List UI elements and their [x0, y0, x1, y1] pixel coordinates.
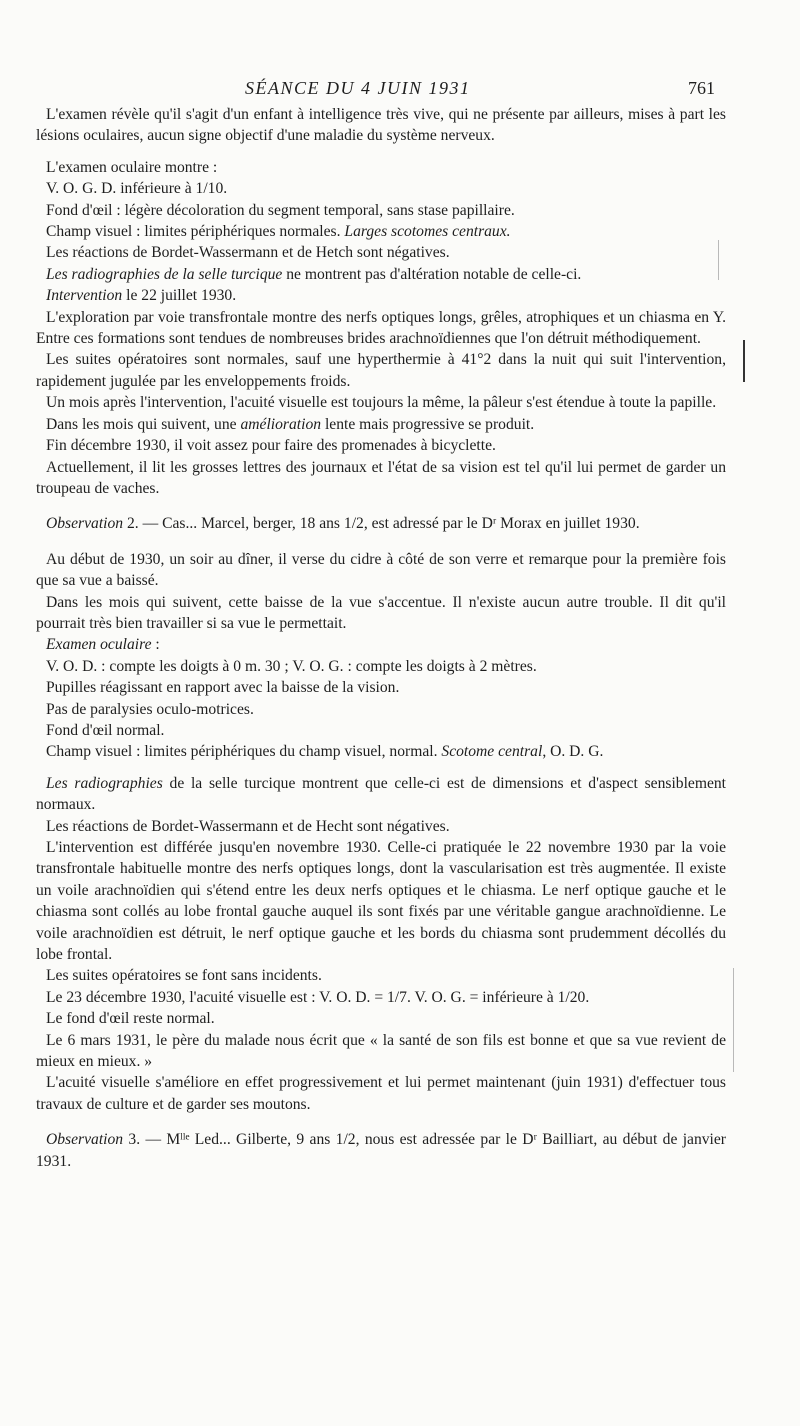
observation-heading: [36, 513, 726, 534]
text-run: , O. D. G.: [542, 743, 604, 761]
text-run: ne montrent pas d'altération notable de celle-ci.: [282, 265, 582, 283]
italic-run: Observation: [46, 515, 124, 533]
italic-run: Les radiographies: [46, 774, 163, 792]
italic-run: Larges scotomes centraux.: [344, 223, 511, 241]
text-run: Champ visuel : limites périphériques normales.: [46, 223, 345, 241]
text-run: lente mais progressive se produit.: [321, 415, 535, 433]
margin-mark: [733, 968, 734, 1072]
italic-run: Les radiographies de la selle turcique: [46, 265, 283, 283]
italic-run: Scotome central: [441, 743, 543, 761]
paragraph: Pas de paralysies oculo-motrices.: [46, 700, 254, 718]
paragraph: [36, 264, 726, 285]
paragraph: Le 23 décembre 1930, l'acuité visuelle est : V. O. D. = 1/7. V. O. G. = inférieure à 1/20.: [46, 988, 590, 1006]
text-run: 2. — Cas... Marcel, berger, 18 ans 1/2, est adressé par le Dʳ Morax en juillet 1930.: [123, 515, 640, 533]
page-header: [0, 78, 800, 102]
italic-run: Observation: [46, 1131, 124, 1149]
paragraph: Les réactions de Bordet-Wassermann et de Hecht sont négatives.: [46, 817, 450, 835]
paragraph: Dans les mois qui suivent, cette baisse de la vue s'accentue. Il n'existe aucun autre trouble. Il dit qu'il pourrait très bien travailler si sa vue le permettait.: [36, 593, 726, 632]
text-run: 3. — Mˡˡᵉ Led... Gilberte, 9 ans 1/2, nous est adressée par le Dʳ Bailliart, au début de janvier 1931.: [36, 1131, 726, 1170]
paragraph: L'examen révèle qu'il s'agit d'un enfant à intelligence très vive, qui ne présente par ailleurs, mises à part les lésions oculaires, aucun signe objectif d'une maladie du système nerveux.: [36, 106, 726, 145]
italic-run: Intervention: [46, 287, 123, 305]
paragraph: Pupilles réagissant en rapport avec la baisse de la vision.: [46, 679, 400, 697]
paragraph: V. O. D. : compte les doigts à 0 m. 30 ; V. O. G. : compte les doigts à 2 mètres.: [46, 657, 537, 675]
body-text: [36, 104, 726, 1172]
running-head: SÉANCE DU 4 JUIN 1931: [245, 78, 471, 98]
paragraph: Fond d'œil normal.: [46, 721, 165, 739]
paragraph: [36, 741, 726, 762]
paragraph: Actuellement, il lit les grosses lettres des journaux et l'état de sa vision est tel qu'il lui permet de garder un troupeau de vaches.: [36, 458, 726, 497]
observation-heading: [36, 1129, 726, 1172]
text-run: de la selle turcique montrent que celle-ci est de dimensions et d'aspect sensiblement normaux.: [36, 774, 727, 814]
paragraph: Un mois après l'intervention, l'acuité visuelle est toujours la même, la pâleur s'est étendue à toute la papille.: [46, 394, 717, 412]
text-run: :: [151, 636, 160, 654]
paragraph: [36, 773, 726, 816]
paragraph: [36, 221, 726, 242]
paragraph: [36, 285, 726, 306]
paragraph: [36, 414, 726, 435]
paragraph: L'exploration par voie transfrontale montre des nerfs optiques longs, grêles, atrophiques et un chiasma en Y. Entre ces formations sont tendues de nombreuses brides arachnoïdiennes que l'on détruit méthodiquement.: [36, 308, 726, 348]
paragraph: L'intervention est différée jusqu'en novembre 1930. Celle-ci pratiquée le 22 novembre 1930 par la voie transfrontale habituelle montre des nerfs optiques longs, dont la vascularisation est très augmentée. Il existe un voile arachnoïdien qui s'étend entre les deux nerfs optiques et le chiasma. Le nerf optique gauche et le chiasma sont collés au lobe frontal gauche auquel ils sont fixés par une véritable gangue arachnoïdienne. Le voile arachnoïdien est détruit, le nerf optique gauche et les bords du chiasma sont prudemment décollés du lobe frontal.: [36, 839, 726, 964]
paragraph: Le 6 mars 1931, le père du malade nous écrit que « la santé de son fils est bonne et que sa vue revient de mieux en mieux. »: [36, 1031, 726, 1071]
paragraph: [36, 634, 726, 655]
page-number: 761: [688, 78, 715, 98]
paragraph: Les suites opératoires sont normales, sauf une hyperthermie à 41°2 dans la nuit qui suit l'intervention, rapidement jugulée par les enveloppements froids.: [36, 351, 726, 390]
paragraph: Le fond d'œil reste normal.: [46, 1010, 215, 1028]
paragraph: V. O. G. D. inférieure à 1/10.: [46, 180, 228, 198]
paragraph: Fond d'œil : légère décoloration du segment temporal, sans stase papillaire.: [46, 201, 515, 219]
margin-mark: [743, 340, 745, 382]
italic-run: Examen oculaire: [46, 636, 152, 654]
paragraph: L'acuité visuelle s'améliore en effet progressivement et lui permet maintenant (juin 1931) d'effectuer tous travaux de culture et de garder ses moutons.: [36, 1074, 726, 1113]
paragraph: L'examen oculaire montre :: [46, 158, 218, 176]
text-run: Champ visuel : limites périphériques du champ visuel, normal.: [46, 743, 442, 761]
paragraph: Fin décembre 1930, il voit assez pour faire des promenades à bicyclette.: [46, 437, 496, 455]
paragraph: Au début de 1930, un soir au dîner, il verse du cidre à côté de son verre et remarque pour la première fois que sa vue a baissé.: [36, 550, 726, 590]
italic-run: amélioration: [240, 415, 322, 433]
paragraph: Les suites opératoires se font sans incidents.: [46, 967, 322, 985]
text-run: le 22 juillet 1930.: [122, 287, 237, 305]
margin-mark: [718, 240, 719, 280]
text-run: Dans les mois qui suivent, une: [46, 415, 241, 433]
paragraph: Les réactions de Bordet-Wassermann et de Hetch sont négatives.: [46, 244, 450, 262]
